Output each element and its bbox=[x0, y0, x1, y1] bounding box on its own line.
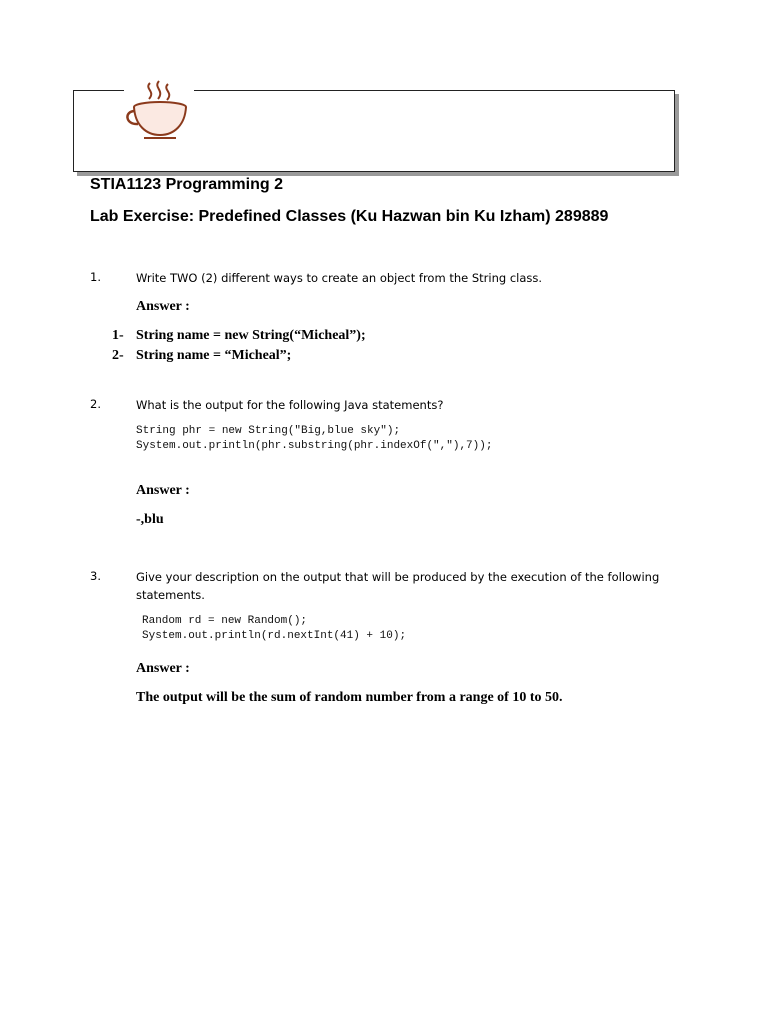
question-text: Give your description on the output that will be produced by the execution of the following statements. bbox=[136, 570, 660, 602]
answer-label: Answer : bbox=[136, 299, 190, 314]
question-number: 3. bbox=[90, 569, 101, 583]
answer-text: -,blu bbox=[136, 512, 164, 527]
answer-line: String name = new String(“Micheal”); bbox=[136, 328, 366, 343]
question-number: 1. bbox=[90, 270, 101, 284]
answer-label: Answer : bbox=[136, 483, 190, 498]
coffee-cup-icon bbox=[124, 80, 194, 144]
list-marker: 2- bbox=[112, 348, 124, 363]
question-text: Write TWO (2) different ways to create an object from the String class. bbox=[136, 271, 543, 285]
answer-text: The output will be the sum of random number from a range of 10 to 50. bbox=[136, 690, 563, 705]
code-line: System.out.println(rd.nextInt(41) + 10); bbox=[142, 630, 407, 642]
code-line: String phr = new String("Big,blue sky"); bbox=[136, 425, 401, 437]
lab-title: Lab Exercise: Predefined Classes (Ku Hazwan bin Ku Izham) 289889 bbox=[90, 208, 609, 225]
course-title: STIA1123 Programming 2 bbox=[90, 176, 283, 193]
code-line: Random rd = new Random(); bbox=[142, 615, 308, 627]
answer-line: String name = “Micheal”; bbox=[136, 348, 292, 363]
code-line: System.out.println(phr.substring(phr.indexOf(","),7)); bbox=[136, 440, 493, 452]
answer-label: Answer : bbox=[136, 661, 190, 676]
question-number: 2. bbox=[90, 397, 101, 411]
question-text: What is the output for the following Java statements? bbox=[136, 398, 444, 412]
list-marker: 1- bbox=[112, 328, 124, 343]
